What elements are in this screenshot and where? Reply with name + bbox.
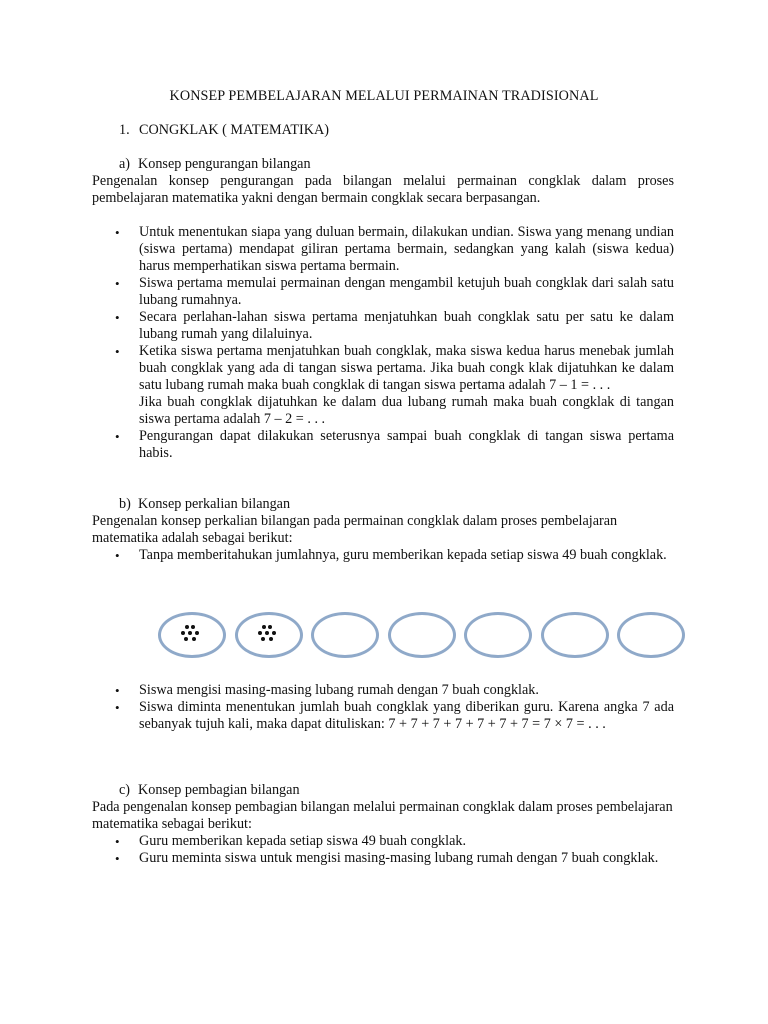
congklak-hole [617,612,685,658]
list-item: • Siswa mengisi masing-masing lubang rumah dengan 7 buah congklak. [115,682,539,698]
subsection-a-heading [119,156,311,173]
congklak-hole [311,612,379,658]
subsection-c-intro: Pada pengenalan konsep pembagian bilangan melalui permainan congklak dalam proses pembelajaran matematika sebagai berikut: [92,799,673,832]
subsection-b-bullets-before [92,547,674,564]
bullet-icon: • [115,276,120,291]
congklak-hole [388,612,456,658]
subsection-c-marker: c) [119,782,131,798]
subsection-c-bullets [92,833,674,867]
congklak-hole [464,612,532,658]
bullet-icon: • [115,683,120,698]
list-item: • Ketika siswa pertama menjatuhkan buah congklak, maka siswa kedua harus menebak jumlah buah congklak yang ada di tangan siswa pertama. Jika buah congk klak dijatuhkan ke dalam satu lubang rumah maka buah congklak di tangan siswa pertama adalah 7 – 1 = . . . Jika buah congklak dijatuhkan ke dalam dua lubang rumah maka buah congklak di tangan siswa pertama adalah 7 – 2 = . . . [115,343,674,427]
congklak-seed [272,631,276,635]
congklak-seed [185,625,189,629]
subsection-c-heading [119,782,300,799]
list-item-continuation: Jika buah congklak dijatuhkan ke dalam dua lubang rumah maka buah congklak di tangan siswa pertama adalah 7 – 2 = . . . [139,394,674,427]
bullet-icon: • [115,834,120,849]
list-item: • Untuk menentukan siapa yang duluan bermain, dilakukan undian. Siswa yang menang undian (siswa pertama) mendapat giliran pertama bermain, sedangkan yang kalah (siswa kedua) harus memperhatikan siswa pertama bermain. [115,224,674,274]
bullet-icon: • [115,851,120,866]
congklak-seed [181,631,185,635]
congklak-seed [188,631,192,635]
list-item: • Siswa diminta menentukan jumlah buah congklak yang diberikan guru. Karena angka 7 ada sebanyak tujuh kali, maka dapat dituliskan: 7 + 7 + 7 + 7 + 7 + 7 + 7 = 7 × 7 = . . . [115,699,674,732]
bullet-icon: • [115,548,120,563]
bullet-icon: • [115,310,120,325]
congklak-seed [195,631,199,635]
congklak-seed [269,637,273,641]
section-1-label: CONGKLAK ( MATEMATIKA) [139,122,329,138]
congklak-seed [192,637,196,641]
congklak-seed [268,625,272,629]
congklak-hole [541,612,609,658]
congklak-hole [235,612,303,658]
congklak-hole [158,612,226,658]
bullet-icon: • [115,225,120,240]
subsection-b-title: Konsep perkalian bilangan [138,496,291,512]
list-item: • Guru memberikan kepada setiap siswa 49 buah congklak. [115,833,467,849]
page-title: KONSEP PEMBELAJARAN MELALUI PERMAINAN TRADISIONAL [169,88,599,104]
subsection-b-bullets-after [92,682,674,733]
subsection-b-marker: b) [119,496,131,512]
section-1-heading [119,122,329,139]
congklak-seed [191,625,195,629]
congklak-seed [258,631,262,635]
subsection-a-title: Konsep pengurangan bilangan [138,156,311,172]
congklak-seed [261,637,265,641]
list-item: • Siswa pertama memulai permainan dengan mengambil ketujuh buah congklak dari salah satu lubang rumahnya. [115,275,674,308]
subsection-c-title: Konsep pembagian bilangan [138,782,300,798]
list-item: • Tanpa memberitahukan jumlahnya, guru memberikan kepada setiap siswa 49 buah congklak. [115,547,667,563]
subsection-a-bullets [92,224,674,462]
subsection-b-heading [119,496,290,513]
list-item: • Guru meminta siswa untuk mengisi masing-masing lubang rumah dengan 7 buah congklak. [115,850,659,866]
bullet-icon: • [115,700,120,715]
list-item: • Secara perlahan-lahan siswa pertama menjatuhkan buah congklak satu per satu ke dalam lubang rumah yang dilaluinya. [115,309,674,342]
subsection-b-intro: Pengenalan konsep perkalian bilangan pada permainan congklak dalam proses pembelajaran matematika adalah sebagai berikut: [92,513,618,546]
congklak-holes-illustration [158,606,692,666]
bullet-icon: • [115,429,120,444]
list-item: • Pengurangan dapat dilakukan seterusnya sampai buah congklak di tangan siswa pertama habis. [115,428,674,461]
congklak-seed [184,637,188,641]
section-1-number: 1. [119,122,130,138]
congklak-seed [262,625,266,629]
subsection-a-marker: a) [119,156,131,172]
congklak-seed [265,631,269,635]
bullet-icon: • [115,344,120,359]
subsection-a-intro: Pengenalan konsep pengurangan pada bilangan melalui permainan congklak dalam proses pembelajaran matematika yakni dengan bermain congklak secara berpasangan. [92,173,674,206]
